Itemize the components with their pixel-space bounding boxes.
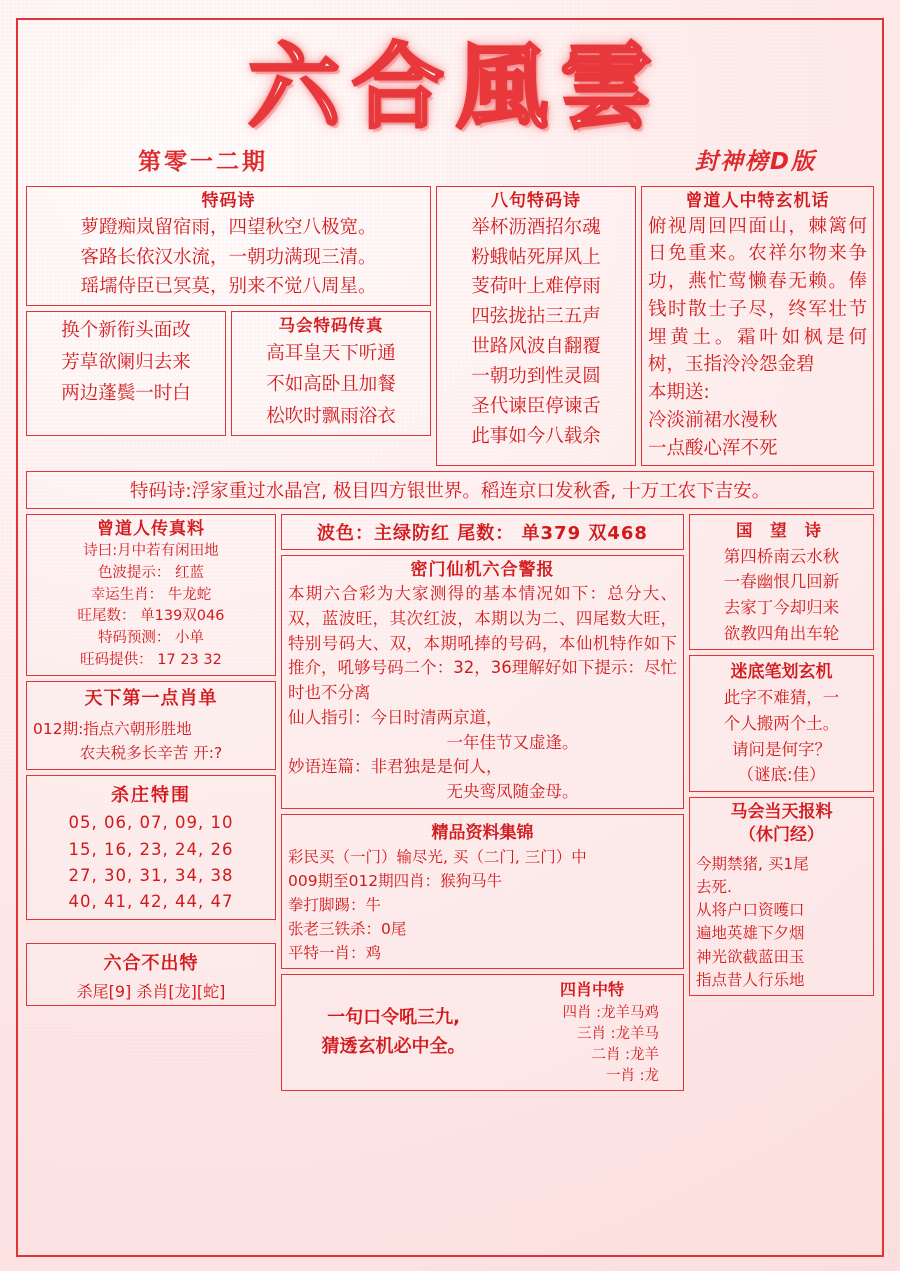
mimen-body: 本期六合彩为大家测得的基本情况如下：总分大、双，蓝波旺，其次红波，本期以为二、四尾数大旺，特别号码大、双，本期吼捧的号码，本仙机特作如下推介，吼够号码二个：32，36理解好如下提示：尽忙时也不分离 [288,584,677,703]
sixiao-block [507,978,677,1087]
guowang-box [689,514,874,650]
riddle-line: 个人搬两个土。 [723,714,840,733]
jingpin-line: 彩民买（一门）输尽光, 买（二门, 三门）中 [288,847,587,866]
mimen-words-line: 非君独是是何人， [370,757,503,777]
mimen-guide-line: 今日时清两京道， [370,707,503,727]
baoliao-line: 今期禁猪, 买1尾 [696,854,809,873]
publication-title: 六合風雲 [247,34,664,141]
dianxiao-line: 012期:指点六朝形胜地 [33,719,192,738]
riddle-line: （谜底:佳） [737,765,826,785]
mimen-words-line-2 [288,780,677,805]
zengdao-send-label: 本期送: [648,382,710,404]
sixiao-row: 一肖 :龙 [606,1068,659,1085]
jingpin-line: 009期至012期四肖：猴狗马牛 [288,871,503,890]
number-row: 40, 41, 42, 44, 47 [68,892,234,912]
riddle-line: 请问是何字？ [732,739,831,759]
fax-line: 高耳皇天下听通 [266,342,396,364]
bose-box: 波色：主绿防红 尾数： 单379 双468 [281,514,684,550]
baoliao-line: 神光欲截蓝田玉 [696,947,805,966]
poem-line: 举杯沥酒招尔魂 [471,216,601,238]
mimen-words-label: 妙语连篇： [288,757,371,777]
middle-center-column [281,514,684,1091]
tema-poem-lines [33,213,424,303]
verse-line: 两边蓬鬓一时白 [61,383,191,405]
baoliao-line: 从将户口资嚄口 [696,901,805,920]
masthead-subline [26,137,874,182]
baoliao-line: 指点昔人行乐地 [696,970,805,989]
fax-line: 不如高卧且加餐 [266,374,396,396]
zengdao-column [641,186,874,467]
wide-poem-box: 特码诗:浮家重过水晶宫, 极目四方银世界。稻连京口发秋香, 十万工农下吉安。 [26,471,874,509]
shazhuang-numbers [33,810,269,916]
sixiao-title: 四肖中特 [559,980,624,1000]
riddle-box [689,655,874,792]
liuhe-body: 杀尾[9] 杀肖[龙][蛇] [76,981,226,1001]
poem-line: 瑶壖侍臣已冥莫，别来不觉八周星。 [80,276,377,298]
guowang-title: 国 望 诗 [736,521,827,541]
mimen-guide [288,706,677,731]
top-section [26,186,874,467]
issue-number: 第零一二期 [138,148,268,175]
dianxiao-box [26,681,276,770]
fax-row: 幸运生肖： 牛龙蛇 [90,586,212,603]
mimen-guide-line-2 [288,731,677,756]
slogan-line: 猜透玄机必中全。 [321,1035,466,1057]
zengdao-body: 俯视周回四面山，棘篱何日免重来。农祥尔物来争功，燕忙莺懒春无赖。俸钱时散士子尽，终军壮节埋黄土。霜叶如枫是何树，玉指泠泠怨金碧 [648,215,867,376]
middle-section [26,514,874,1091]
eight-line-poem-box [436,186,636,467]
guowang-line: 一春幽恨几回新 [723,572,840,592]
liuhe-box [26,943,276,1006]
top-left-column [26,186,431,467]
slogan-sixiao-box [281,974,684,1091]
sixiao-row: 四肖 :龙羊马鸡 [562,1005,659,1022]
riddle-line: 此字不难猜，一 [723,688,840,708]
baoliao-line: 去死. [696,877,732,896]
poem-line: 四弦拢拈三五声 [471,306,601,328]
baoliao-title-line1: 马会当天报料 [730,801,833,822]
tema-poem-title: 特码诗 [201,190,256,211]
left-verse-lines [33,315,219,409]
verse-line: 芳草欲阑归去来 [61,351,191,373]
poem-line: 世路风波自翻覆 [471,336,601,358]
middle-left-column [26,514,276,1005]
fax-row: 旺尾数： 单139双046 [77,608,225,625]
edition-name: 封神榜D版 [694,148,816,175]
tema-poem-box [26,186,431,307]
mimen-words-line: 无央鸾凤随金母。 [446,782,579,802]
fax-row: 诗曰:月中若有闲田地 [83,543,219,560]
poem-line: 芰荷叶上难停雨 [471,276,601,298]
jingpin-line: 平特一肖：鸡 [288,944,382,963]
jingpin-lines [288,845,677,965]
left-small-boxes [26,311,431,436]
poem-line: 此事如今八载余 [471,426,601,448]
zengdao-fax-box [26,514,276,675]
mimen-words [288,755,677,780]
guowang-line: 第四桥南云水秋 [723,546,840,566]
mimen-box [281,555,684,809]
eight-poem-lines [443,213,629,453]
zengdao-fax-rows [33,541,269,672]
eight-poem-title: 八句特码诗 [491,190,581,211]
zengdao-send-line: 一点酸心浑不死 [648,437,778,459]
riddle-title: 迷底笔划玄机 [730,662,833,683]
poem-line: 一朝功到性灵圆 [471,366,601,388]
guowang-line: 欲教四角出车轮 [723,623,840,643]
mahui-baoliao-box [689,797,874,996]
fax-row: 色波提示： 红蓝 [97,564,205,581]
poem-line: 粉蛾帖死屏风上 [471,246,601,268]
sixiao-row: 三肖 :龙羊马 [577,1026,659,1043]
jingpin-title: 精品资料集锦 [431,822,534,843]
verse-line: 换个新衔头面改 [61,320,191,342]
number-row: 15, 16, 23, 24, 26 [68,839,234,859]
jingpin-line: 拳打脚踢：牛 [288,896,382,914]
fax-row: 特码预测： 小单 [97,630,205,647]
zengdao-fax-title: 曾道人传真料 [97,519,205,540]
mahui-fax-lines [238,338,424,432]
poem-line: 萝蹬痴岚留宿雨，四望秋空八极宽。 [80,216,377,238]
sixiao-row: 二肖 :龙羊 [591,1047,659,1064]
poem-line: 客路长依汉水流，一朝功满现三清。 [80,246,377,268]
middle-right-column [689,514,874,996]
dianxiao-line: 农夫税多长辛苦 开:? [79,744,223,763]
baoliao-line: 遍地英雄下夕烟 [696,924,805,943]
page-border [16,18,884,1257]
fax-row: 旺码提供： 17 23 32 [80,651,222,668]
mahui-fax-title: 马会特码传真 [278,316,384,336]
guowang-line: 去家丁今却归来 [723,597,840,617]
mimen-guide-line: 一年佳节又虚逢。 [446,732,579,752]
slogan [288,1004,499,1062]
mahui-fax-box [231,311,431,436]
number-row: 05, 06, 07, 09, 10 [68,813,234,833]
jingpin-box [281,814,684,969]
zengdao-send-line: 冷淡湔裙水漫秋 [648,409,778,431]
fax-line: 松吹时飘雨浴衣 [266,405,396,427]
masthead [26,28,874,182]
baoliao-title-line2: （休门经） [739,824,824,845]
dianxiao-title: 天下第一点肖单 [84,687,218,709]
eight-line-poem-column [436,186,636,467]
number-row: 27, 30, 31, 34, 38 [68,865,234,885]
mimen-guide-label: 仙人指引： [288,707,371,727]
shazhuang-title: 杀庄特围 [111,785,191,807]
poem-line: 圣代谏臣停谏舌 [471,396,601,418]
mimen-title: 密门仙机六合警报 [410,560,555,581]
zengdao-box [641,186,874,467]
slogan-line: 一句口令吼三九, [327,1006,460,1028]
shazhuang-box [26,775,276,920]
left-verse-box [26,311,226,436]
zengdao-title: 曾道人中特玄机话 [685,190,830,211]
jingpin-line: 张老三铁杀：0尾 [288,920,407,939]
liuhe-title: 六合不出特 [103,952,199,974]
